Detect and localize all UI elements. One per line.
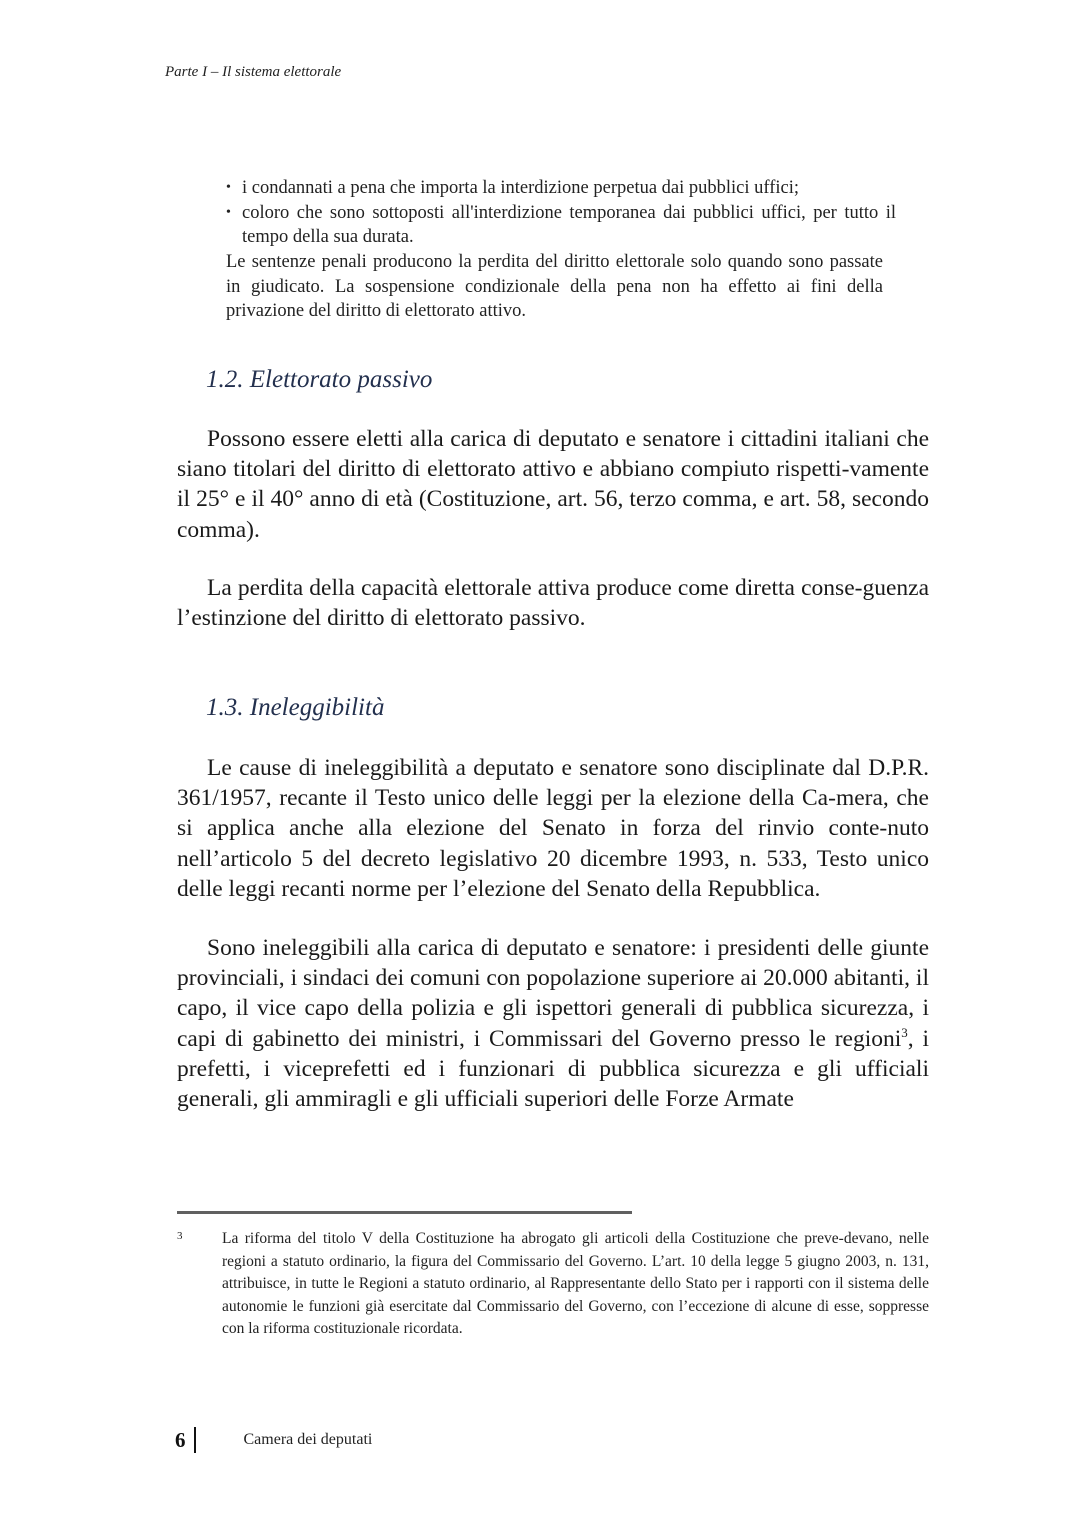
intro-paragraph: Le sentenze penali producono la perdita del diritto elettorale solo quando sono passate in giudicato. La sospensione condizionale della pena non ha effetto ai fini della privazione del diritto di elettorato attivo. <box>226 252 883 321</box>
footnote-reference[interactable]: 3 <box>901 1024 908 1040</box>
list-item <box>226 201 896 250</box>
bullet-icon: • <box>226 180 231 195</box>
list-item-text: coloro che sono sottoposti all'interdizione temporanea dai pubblici uffici, per tutto il tempo della sua durata. <box>242 202 896 247</box>
paragraph: La perdita della capacità elettorale attiva produce come diretta conse-guenza l’estinzione del diritto di elettorato passivo. <box>177 575 929 632</box>
page-footer <box>175 1425 372 1455</box>
bullet-icon: • <box>226 204 231 220</box>
footer-label: Camera dei deputati <box>243 1431 373 1448</box>
footnote-divider <box>177 1211 632 1214</box>
list-item-text: i condannati a pena che importa la interdizione perpetua dai pubblici uffici; <box>242 178 800 198</box>
paragraph: Le cause di ineleggibilità a deputato e senatore sono disciplinate dal D.P.R. 361/1957, recante il Testo unico delle leggi per la elezione della Ca-mera, che si applica anche alla elezione del Senato in forza del rinvio conte-nuto nell’articolo 5 del decreto legislativo 20 dicembre 1993, n. 533, Testo unico delle leggi recanti norme per l’elezione del Senato della Repubblica. <box>177 755 929 902</box>
running-head: Parte I – Il sistema elettorale <box>165 64 342 80</box>
paragraph-text: Sono ineleggibili alla carica di deputato e senatore: i presidenti delle giunte provinciali, i sindaci dei comuni con popolazione superiore ai 20.000 abitanti, il capo, il vice capo della polizia e gli ispettori generali di pubblica sicurezza, i capi di gabinetto dei ministri, i Commissari del Governo presso le regioni <box>177 935 929 1052</box>
paragraph-text-continued: , i prefetti, i viceprefetti ed i funzionari di pubblica sicurezza e gli ufficiali generali, gli ammiragli e gli ufficiali superiori delle Forze Armate <box>177 1025 929 1113</box>
footnote-text: La riforma del titolo V della Costituzione ha abrogato gli articoli della Costituzione che preve-devano, nelle regioni a statuto ordinario, la figura del Commissario del Governo. L’art. 10 della legge 5 giugno 2003, n. 131, attribuisce, in tutte le Regioni a statuto ordinario, al Rappresentante dello Stato per i rapporti con il sistema delle autonomie le funzioni già esercitate dal Commissario del Governo, con l’eccezione di alcune di esse, soppresse con la riforma costituzionale ricordata. <box>222 1230 929 1337</box>
page-number: 6 <box>175 1427 186 1452</box>
footnote <box>177 1228 929 1341</box>
section-heading-ineleggibilita: 1.3. Ineleggibilità <box>206 694 385 721</box>
paragraph <box>177 933 929 1114</box>
list-item <box>226 176 896 201</box>
footer-separator <box>194 1427 196 1453</box>
footnote-number: 3 <box>177 1230 183 1242</box>
section-heading-elettorato-passivo: 1.2. Elettorato passivo <box>206 366 433 393</box>
paragraph: Possono essere eletti alla carica di deputato e senatore i cittadini italiani che siano titolari del diritto di elettorato attivo e abbiano compiuto rispetti-vamente il 25° e il 40° anno di età (Costituzione, art. 56, terzo comma, e art. 58, secondo comma). <box>177 426 929 543</box>
bullet-list <box>226 176 896 250</box>
